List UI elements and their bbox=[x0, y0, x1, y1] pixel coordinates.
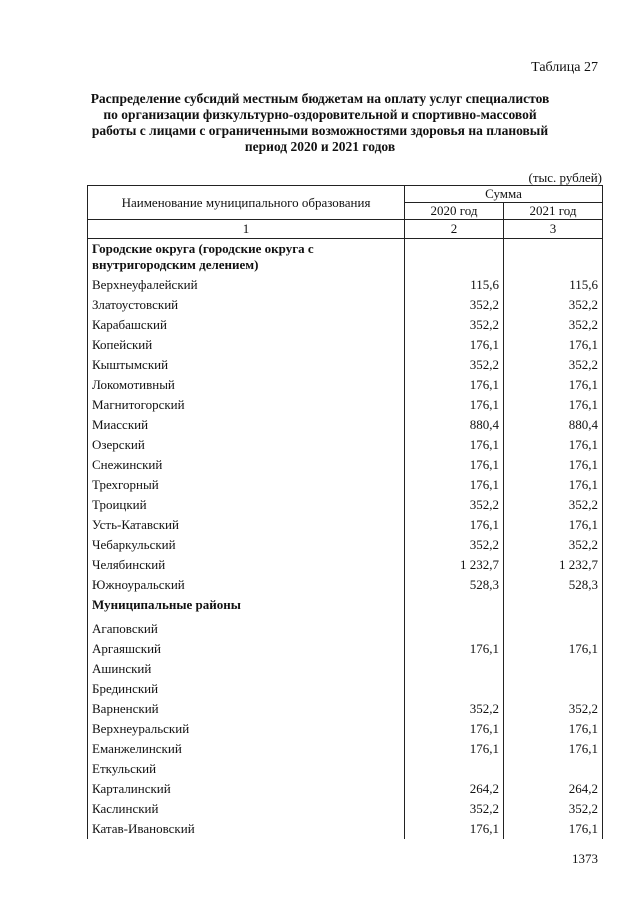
table-row bbox=[88, 819, 603, 839]
municipality-name: Магнитогорский bbox=[88, 395, 405, 415]
municipality-name: Ашинский bbox=[88, 659, 405, 679]
units-note: (тыс. рублей) bbox=[528, 170, 602, 185]
value-2021: 176,1 bbox=[504, 475, 603, 495]
municipality-name: Карабашский bbox=[88, 315, 405, 335]
value-2021: 176,1 bbox=[504, 515, 603, 535]
municipality-name: Еманжелинский bbox=[88, 739, 405, 759]
municipality-name: Катав-Ивановский bbox=[88, 819, 405, 839]
municipality-name: Усть-Катавский bbox=[88, 515, 405, 535]
column-header-2021: 2021 год bbox=[504, 203, 603, 220]
value-2020: 352,2 bbox=[405, 355, 504, 375]
value-2021: 264,2 bbox=[504, 779, 603, 799]
value-2021: 352,2 bbox=[504, 495, 603, 515]
value-2020: 176,1 bbox=[405, 819, 504, 839]
subsidies-table bbox=[87, 185, 603, 839]
value-2020: 880,4 bbox=[405, 415, 504, 435]
value-2020: 1 232,7 bbox=[405, 555, 504, 575]
table-row bbox=[88, 275, 603, 295]
table-row bbox=[88, 475, 603, 495]
value-2020 bbox=[405, 595, 504, 619]
table-row bbox=[88, 495, 603, 515]
value-2021: 176,1 bbox=[504, 739, 603, 759]
value-2020: 352,2 bbox=[405, 315, 504, 335]
value-2021: 115,6 bbox=[504, 275, 603, 295]
municipality-name: Троицкий bbox=[88, 495, 405, 515]
table-row bbox=[88, 659, 603, 679]
value-2020: 528,3 bbox=[405, 575, 504, 595]
table-body bbox=[88, 239, 603, 840]
value-2020: 176,1 bbox=[405, 719, 504, 739]
value-2021 bbox=[504, 619, 603, 639]
value-2021: 176,1 bbox=[504, 375, 603, 395]
municipality-name: Миасский bbox=[88, 415, 405, 435]
table-row bbox=[88, 699, 603, 719]
table-row bbox=[88, 719, 603, 739]
municipality-name: Чебаркульский bbox=[88, 535, 405, 555]
municipality-name: Каслинский bbox=[88, 799, 405, 819]
municipality-name: Трехгорный bbox=[88, 475, 405, 495]
column-number-3: 3 bbox=[504, 220, 603, 239]
value-2021: 1 232,7 bbox=[504, 555, 603, 575]
value-2020: 264,2 bbox=[405, 779, 504, 799]
table-row bbox=[88, 295, 603, 315]
column-header-name: Наименование муниципального образования bbox=[88, 186, 405, 220]
municipality-name: Городские округа (городские округа с внутригородским делением) bbox=[88, 239, 405, 276]
value-2020 bbox=[405, 659, 504, 679]
table-row bbox=[88, 515, 603, 535]
municipality-name: Южноуральский bbox=[88, 575, 405, 595]
municipality-name: Карталинский bbox=[88, 779, 405, 799]
section-row bbox=[88, 595, 603, 619]
municipality-name: Челябинский bbox=[88, 555, 405, 575]
value-2021 bbox=[504, 595, 603, 619]
value-2020 bbox=[405, 679, 504, 699]
municipality-name: Агаповский bbox=[88, 619, 405, 639]
table-row bbox=[88, 759, 603, 779]
value-2021: 352,2 bbox=[504, 535, 603, 555]
table-row bbox=[88, 619, 603, 639]
value-2021: 352,2 bbox=[504, 699, 603, 719]
value-2020: 352,2 bbox=[405, 495, 504, 515]
value-2020 bbox=[405, 239, 504, 276]
municipality-name: Кыштымский bbox=[88, 355, 405, 375]
value-2020: 176,1 bbox=[405, 435, 504, 455]
value-2020: 352,2 bbox=[405, 295, 504, 315]
table-row bbox=[88, 679, 603, 699]
value-2021: 880,4 bbox=[504, 415, 603, 435]
table-row bbox=[88, 315, 603, 335]
value-2021: 176,1 bbox=[504, 395, 603, 415]
table-row bbox=[88, 355, 603, 375]
table-row bbox=[88, 415, 603, 435]
value-2021: 176,1 bbox=[504, 639, 603, 659]
municipality-name: Аргаяшский bbox=[88, 639, 405, 659]
value-2020: 176,1 bbox=[405, 375, 504, 395]
table-row bbox=[88, 455, 603, 475]
value-2021: 352,2 bbox=[504, 355, 603, 375]
value-2020: 115,6 bbox=[405, 275, 504, 295]
table-row bbox=[88, 555, 603, 575]
value-2020 bbox=[405, 619, 504, 639]
value-2021 bbox=[504, 679, 603, 699]
table-row bbox=[88, 435, 603, 455]
table-row bbox=[88, 335, 603, 355]
table-row bbox=[88, 779, 603, 799]
value-2021: 528,3 bbox=[504, 575, 603, 595]
municipality-name: Варненский bbox=[88, 699, 405, 719]
value-2020: 176,1 bbox=[405, 335, 504, 355]
table-number: Таблица 27 bbox=[531, 60, 598, 75]
municipality-name: Еткульский bbox=[88, 759, 405, 779]
table-row bbox=[88, 575, 603, 595]
table-row bbox=[88, 375, 603, 395]
table-row bbox=[88, 799, 603, 819]
municipality-name: Снежинский bbox=[88, 455, 405, 475]
value-2021 bbox=[504, 759, 603, 779]
municipality-name: Муниципальные районы bbox=[88, 595, 405, 619]
municipality-name: Верхнеуфалейский bbox=[88, 275, 405, 295]
value-2020: 352,2 bbox=[405, 535, 504, 555]
value-2020: 176,1 bbox=[405, 395, 504, 415]
column-number-1: 1 bbox=[88, 220, 405, 239]
value-2021: 176,1 bbox=[504, 455, 603, 475]
table-row bbox=[88, 535, 603, 555]
municipality-name: Верхнеуральский bbox=[88, 719, 405, 739]
section-row bbox=[88, 239, 603, 276]
value-2021: 352,2 bbox=[504, 799, 603, 819]
page-number: 1373 bbox=[572, 851, 598, 866]
value-2021: 176,1 bbox=[504, 719, 603, 739]
value-2020: 176,1 bbox=[405, 639, 504, 659]
municipality-name: Локомотивный bbox=[88, 375, 405, 395]
value-2021 bbox=[504, 659, 603, 679]
municipality-name: Озерский bbox=[88, 435, 405, 455]
value-2021 bbox=[504, 239, 603, 276]
value-2021: 176,1 bbox=[504, 335, 603, 355]
municipality-name: Копейский bbox=[88, 335, 405, 355]
municipality-name: Брединский bbox=[88, 679, 405, 699]
value-2021: 352,2 bbox=[504, 315, 603, 335]
municipality-name: Златоустовский bbox=[88, 295, 405, 315]
value-2020: 176,1 bbox=[405, 455, 504, 475]
value-2020: 176,1 bbox=[405, 475, 504, 495]
value-2020: 352,2 bbox=[405, 799, 504, 819]
value-2020: 176,1 bbox=[405, 515, 504, 535]
table-row bbox=[88, 395, 603, 415]
column-header-sum: Сумма bbox=[405, 186, 603, 203]
table-row bbox=[88, 739, 603, 759]
value-2020: 176,1 bbox=[405, 739, 504, 759]
document-title: Распределение субсидий местным бюджетам на оплату услуг специалистов по организации физкультурно-оздоровительной и спортивно-массовой работы с лицами с ограниченными возможностями здоровья на плановый период 2020 и 2021 годов bbox=[90, 91, 550, 154]
value-2021: 352,2 bbox=[504, 295, 603, 315]
value-2021: 176,1 bbox=[504, 819, 603, 839]
value-2021: 176,1 bbox=[504, 435, 603, 455]
value-2020: 352,2 bbox=[405, 699, 504, 719]
column-number-2: 2 bbox=[405, 220, 504, 239]
column-header-2020: 2020 год bbox=[405, 203, 504, 220]
value-2020 bbox=[405, 759, 504, 779]
table-row bbox=[88, 639, 603, 659]
